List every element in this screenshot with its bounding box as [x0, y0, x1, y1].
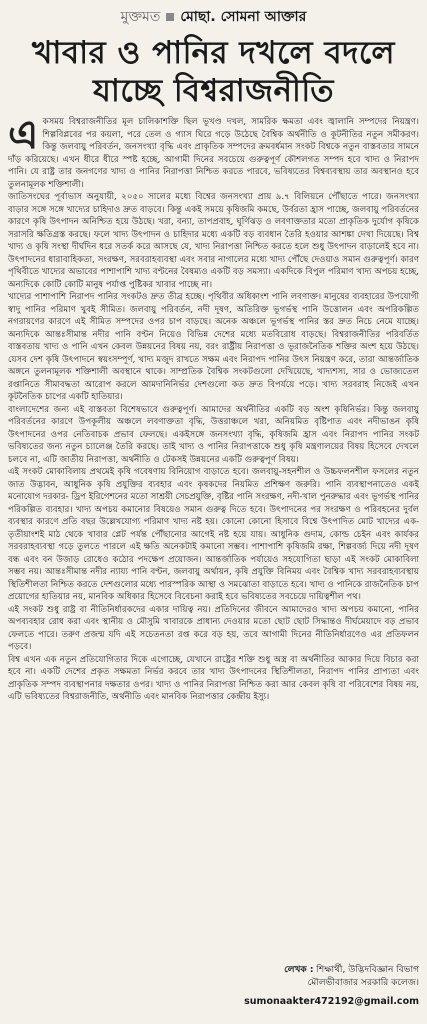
section-label: মুক্তমত — [120, 9, 161, 25]
paragraph: এই সংকট মোকাবিলায় প্রথমেই কৃষি গবেষণায় বিনিয়োগ বাড়াতে হবে। জলবায়ু-সহনশীল ও উচ্চফলনশীল ফসলের নতুন জাত উদ্ভাবন, আধুনিক কৃষি প্রযুক্তির ব্যবহার এবং কৃষকদের নিয়মিত প্রশিক্ষণ জরুরি। পানি ব্যবস্থাপনাতেও একই মনোযোগ দরকার- ড্রিপ ইরিগেশনের মতো সাশ্রয়ী সেচপ্রযুক্তি, বৃষ্টির পানি সংরক্ষণ, নদী-খাল পুনরুদ্ধার এবং ভূগর্ভস্থ পানির পরিকল্পিত ব্যবহার। খাদ্য অপচয় কমানোর বিষয়েও সমান গুরুত্ব দিতে হবে। উৎপাদনের পর সংরক্ষণ ও পরিবহনের দুর্বল ব্যবস্থার কারণে প্রতি বছর উল্লেখযোগ্য পরিমাণ খাদ্য নষ্ট হয়। কোনো কোনো হিসাবে বিশ্বে উৎপাদিত মোট খাদ্যের এক-তৃতীয়াংশই মাঠ থেকে খাবার প্লেট পর্যন্ত পৌঁছানোর আগেই নষ্ট হয়ে যায়। আধুনিক গুদাম, কোল্ড চেইন এবং কার্যকর সরবরাহব্যবস্থা গড়ে তুলতে পারলে এই ক্ষতি অনেকটাই কমানো সম্ভব। পাশাপাশি কৃষিজমি রক্ষা, শিল্পবর্জ্য দিয়ে নদী দূষণ বন্ধ এবং বন উজাড় রোধেও কঠোর পদক্ষেপ প্রয়োজন। আন্তর্জাতিক পর্যায়েও সহযোগিতা ছাড়া এই সংকট মোকাবিলা সম্ভব নয়। আন্তঃসীমান্ত নদীর ন্যায্য পানি বণ্টন, জলবায়ু অর্থায়ন, কৃষি প্রযুক্তি বিনিময় এবং বৈশ্বিক খাদ্য সরবরাহব্যবস্থায় স্থিতিশীলতা নিশ্চিত করতে দেশগুলোর মধ্যে পারস্পরিক আস্থা ও সমঝোতা বাড়াতে হবে। খাদ্য ও পানিকে রাজনৈতিক চাপ প্রয়োগের হাতিয়ার নয়, মানবিক অধিকার হিসেবে বিবেচনা করাই হবে ভবিষ্যতের সবচেয়ে দায়িত্বশীল পথ। — [8, 467, 419, 602]
paragraph: এই সংকট শুধু রাষ্ট্র বা নীতিনির্ধারকদের একার দায়িত্ব নয়। প্রতিদিনের জীবনে আমাদেরও খাদ্য অপচয় কমানো, পানির অপব্যবহার রোধ করা এবং স্থানীয় ও মৌসুমি খাবারকে প্রাধান্য দেওয়ার মতো ছোট ছোট সিদ্ধান্তও দীর্ঘমেয়াদে বড় প্রভাব ফেলতে পারে। তরুণ প্রজন্ম যদি এই সচেতনতা রপ্ত করে বড় হয়, তবে আগামী দিনের নীতিনির্ধারণেও এর প্রতিফলন পড়বে। — [8, 604, 419, 652]
paragraph: বিশ্ব এখন এক নতুন প্রতিযোগিতার দিকে এগোচ্ছে, যেখানে রাষ্ট্রের শক্তি শুধু অস্ত্র বা অর্থনীতির আকার দিয়ে বিচার করা হবে না। একটি দেশের প্রকৃত সক্ষমতা নির্ভর করবে তার খাদ্য উৎপাদনের স্থিতিশীলতা, নিরাপদ পানির প্রাপ্যতা এবং প্রাকৃতিক সম্পদ ব্যবস্থাপনার দক্ষতার ওপর। খাদ্য ও পানির নিরাপত্তা নিশ্চিত করা আর কেবল কৃষি বা পরিবেশের বিষয় নয়, এটি ভবিষ্যতের বিশ্বরাজনীতি, অর্থনীতি এবং মানবিক নিরাপত্তার কেন্দ্রীয় ইস্যু। — [8, 654, 419, 702]
drop-cap: এ — [8, 116, 39, 158]
headline-line-2: যাচ্ছে বিশ্বরাজনীতি — [92, 73, 335, 109]
square-separator-icon — [166, 13, 174, 21]
paragraph: বাংলাদেশের জন্য এই বাস্তবতা বিশেষভাবে গুরুত্বপূর্ণ। আমাদের অর্থনীতির একটি বড় অংশ কৃষিনির্ভর। কিন্তু জলবায়ু পরিবর্তনের কারণে উপকূলীয় অঞ্চলে লবণাক্ততা বৃদ্ধি, উত্তরাঞ্চলে খরা, অনিয়মিত বৃষ্টিপাত এবং নদীভাঙন কৃষি উৎপাদনের ওপর নেতিবাচক প্রভাব ফেলছে। একইসঙ্গে জনসংখ্যা বৃদ্ধি, কৃষিজমি হ্রাস এবং নিরাপদ পানির সংকট ভবিষ্যতের জন্য নতুন চ্যালেঞ্জ তৈরি করছে। তাই খাদ্য ও পানির নিরাপত্তাকে শুধু কৃষি মন্ত্রণালয়ের বিষয় হিসেবে দেখলে চলবে না, এটি জাতীয় নিরাপত্তা, অর্থনীতি ও টেকসই উন্নয়নের একটি গুরুত্বপূর্ণ বিষয়। — [8, 404, 419, 465]
author-name: মোছা. সোমনা আক্তার — [180, 9, 307, 25]
byline-institution: মৌলভীবাজার সরকারি কলেজ। — [307, 978, 419, 988]
article-header — [8, 6, 419, 28]
article-body — [8, 116, 419, 960]
byline-role: শিক্ষার্থী, উদ্ভিদবিজ্ঞান বিভাগ — [316, 965, 419, 975]
paragraph: জাতিসংঘের পূর্বাভাস অনুযায়ী, ২০৫০ সালের মধ্যে বিশ্বের জনসংখ্যা প্রায় ৯.৭ বিলিয়নে পৌঁছাতে পারে। জনসংখ্যা বাড়ার সঙ্গে সঙ্গে খাদ্যের চাহিদাও দ্রুত বাড়বে। কিন্তু একই সময়ে কৃষিজমি কমছে, উর্বরতা হ্রাস পাচ্ছে, জলবায়ু পরিবর্তনের কারণে কৃষি উৎপাদন অনিশ্চিত হয়ে উঠছে। খরা, বন্যা, তাপপ্রবাহ, ঘূর্ণিঝড় ও লবণাক্ততার মতো প্রাকৃতিক দুর্যোগ কৃষিকে সরাসরি ক্ষতিগ্রস্ত করছে। ফলে খাদ্য উৎপাদন ও চাহিদার মধ্যে একটি বড় ব্যবধান তৈরি হওয়ার আশঙ্কা দেখা দিয়েছে। বিশ্ব খাদ্য ও কৃষি সংস্থা দীর্ঘদিন ধরে সতর্ক করে আসছে যে, খাদ্য নিরাপত্তা নিশ্চিত করতে হলে শুধু উৎপাদন বাড়ালেই হবে না। উৎপাদনের ধারাবাহিকতা, সংরক্ষণ, সরবরাহব্যবস্থা এবং সবার নাগালের মধ্যে খাদ্য পৌঁছে দেওয়াও সমান গুরুত্বপূর্ণ। কারণ পৃথিবীতে খাদ্যের অভাবের পাশাপাশি খাদ্য বণ্টনের বৈষম্যও একটি বড় সমস্যা। একদিকে বিপুল পরিমাণ খাদ্য অপচয় হচ্ছে, অন্যদিকে কোটি কোটি মানুষ পর্যাপ্ত পুষ্টিকর খাবার পাচ্ছে না। — [8, 192, 419, 290]
paragraph: খাদ্যের পাশাপাশি নিরাপদ পানির সংকটও দ্রুত তীব্র হচ্ছে। পৃথিবীর অধিকাংশ পানি লবণাক্ত। মানুষের ব্যবহারের উপযোগী স্বাদু পানির পরিমাণ খুবই সীমিত। জলবায়ু পরিবর্তন, নদী দূষণ, অতিরিক্ত ভূগর্ভস্থ পানি উত্তোলন এবং অপরিকল্পিত নগরায়ণের কারণে এই সীমিত সম্পদের ওপর চাপ বাড়ছে। অনেক অঞ্চলে ভূগর্ভস্থ পানির স্তর দ্রুত নিচে নেমে যাচ্ছে। অন্যদিকে আন্তঃসীমান্ত নদীর পানি বণ্টন নিয়েও বিভিন্ন দেশের মধ্যে মতবিরোধ বাড়ছে। বিশ্বরাজনীতির পরিবর্তিত বাস্তবতায় খাদ্য ও পানি এখন কেবল উন্নয়নের বিষয় নয়, বরং রাষ্ট্রীয় নিরাপত্তা ও ভূরাজনৈতিক শক্তির অংশ হয়ে উঠছে। যেসব দেশ কৃষি উৎপাদনে স্বয়ংসম্পূর্ণ, খাদ্য মজুদ রাখতে সক্ষম এবং নিরাপদ পানির উৎস নিয়ন্ত্রণ করে, তারা আন্তর্জাতিক অঙ্গনে তুলনামূলক শক্তিশালী অবস্থানে থাকে। সাম্প্রতিক বৈশ্বিক সংকটগুলো দেখিয়েছে, খাদ্যশস্য, সার ও ভোজ্যতেল রপ্তানিতে সীমাবদ্ধতা আরোপ করলে আমদানিনির্ভর দেশগুলো কত দ্রুত বিপর্যয়ে পড়ে। খাদ্য সরবরাহ নিজেই এখন কূটনৈতিক চাপের একটি হাতিয়ার। — [8, 292, 419, 402]
headline-line-1: খাবার ও পানির দখলে বদলে — [32, 35, 395, 71]
author-email: sumonaakter472192@gmail.com — [244, 996, 419, 1007]
headline — [8, 34, 419, 110]
paragraph: কসময় বিশ্বরাজনীতির মূল চালিকাশক্তি ছিল ভূখণ্ড দখল, সামরিক ক্ষমতা এবং জ্বালানি সম্পদের নিয়ন্ত্রণ। শিল্পবিপ্লবের পর কয়লা, পরে তেল ও গ্যাস ঘিরে গড়ে উঠেছে বৈশ্বিক অর্থনীতি ও কূটনীতির নতুন সমীকরণ। কিন্তু জলবায়ু পরিবর্তন, জনসংখ্যা বৃদ্ধি এবং প্রাকৃতিক সম্পদের ক্রমবর্ধমান সংকট বিশ্বকে নতুন বাস্তবতার সামনে দাঁড় করিয়েছে। এখন ধীরে ধীরে স্পষ্ট হচ্ছে, আগামী দিনের সবচেয়ে গুরুত্বপূর্ণ কৌশলগত সম্পদ হবে খাদ্য ও নিরাপদ পানি। যে রাষ্ট্র তার জনগণের খাদ্য ও পানির নিরাপত্তা নিশ্চিত করতে পারবে, ভবিষ্যতের বিশ্বব্যবস্থায় তার অবস্থানও হবে তুলনামূলক শক্তিশালী। — [8, 117, 419, 190]
author-byline — [8, 964, 419, 990]
byline-label: লেখক : — [284, 965, 314, 975]
